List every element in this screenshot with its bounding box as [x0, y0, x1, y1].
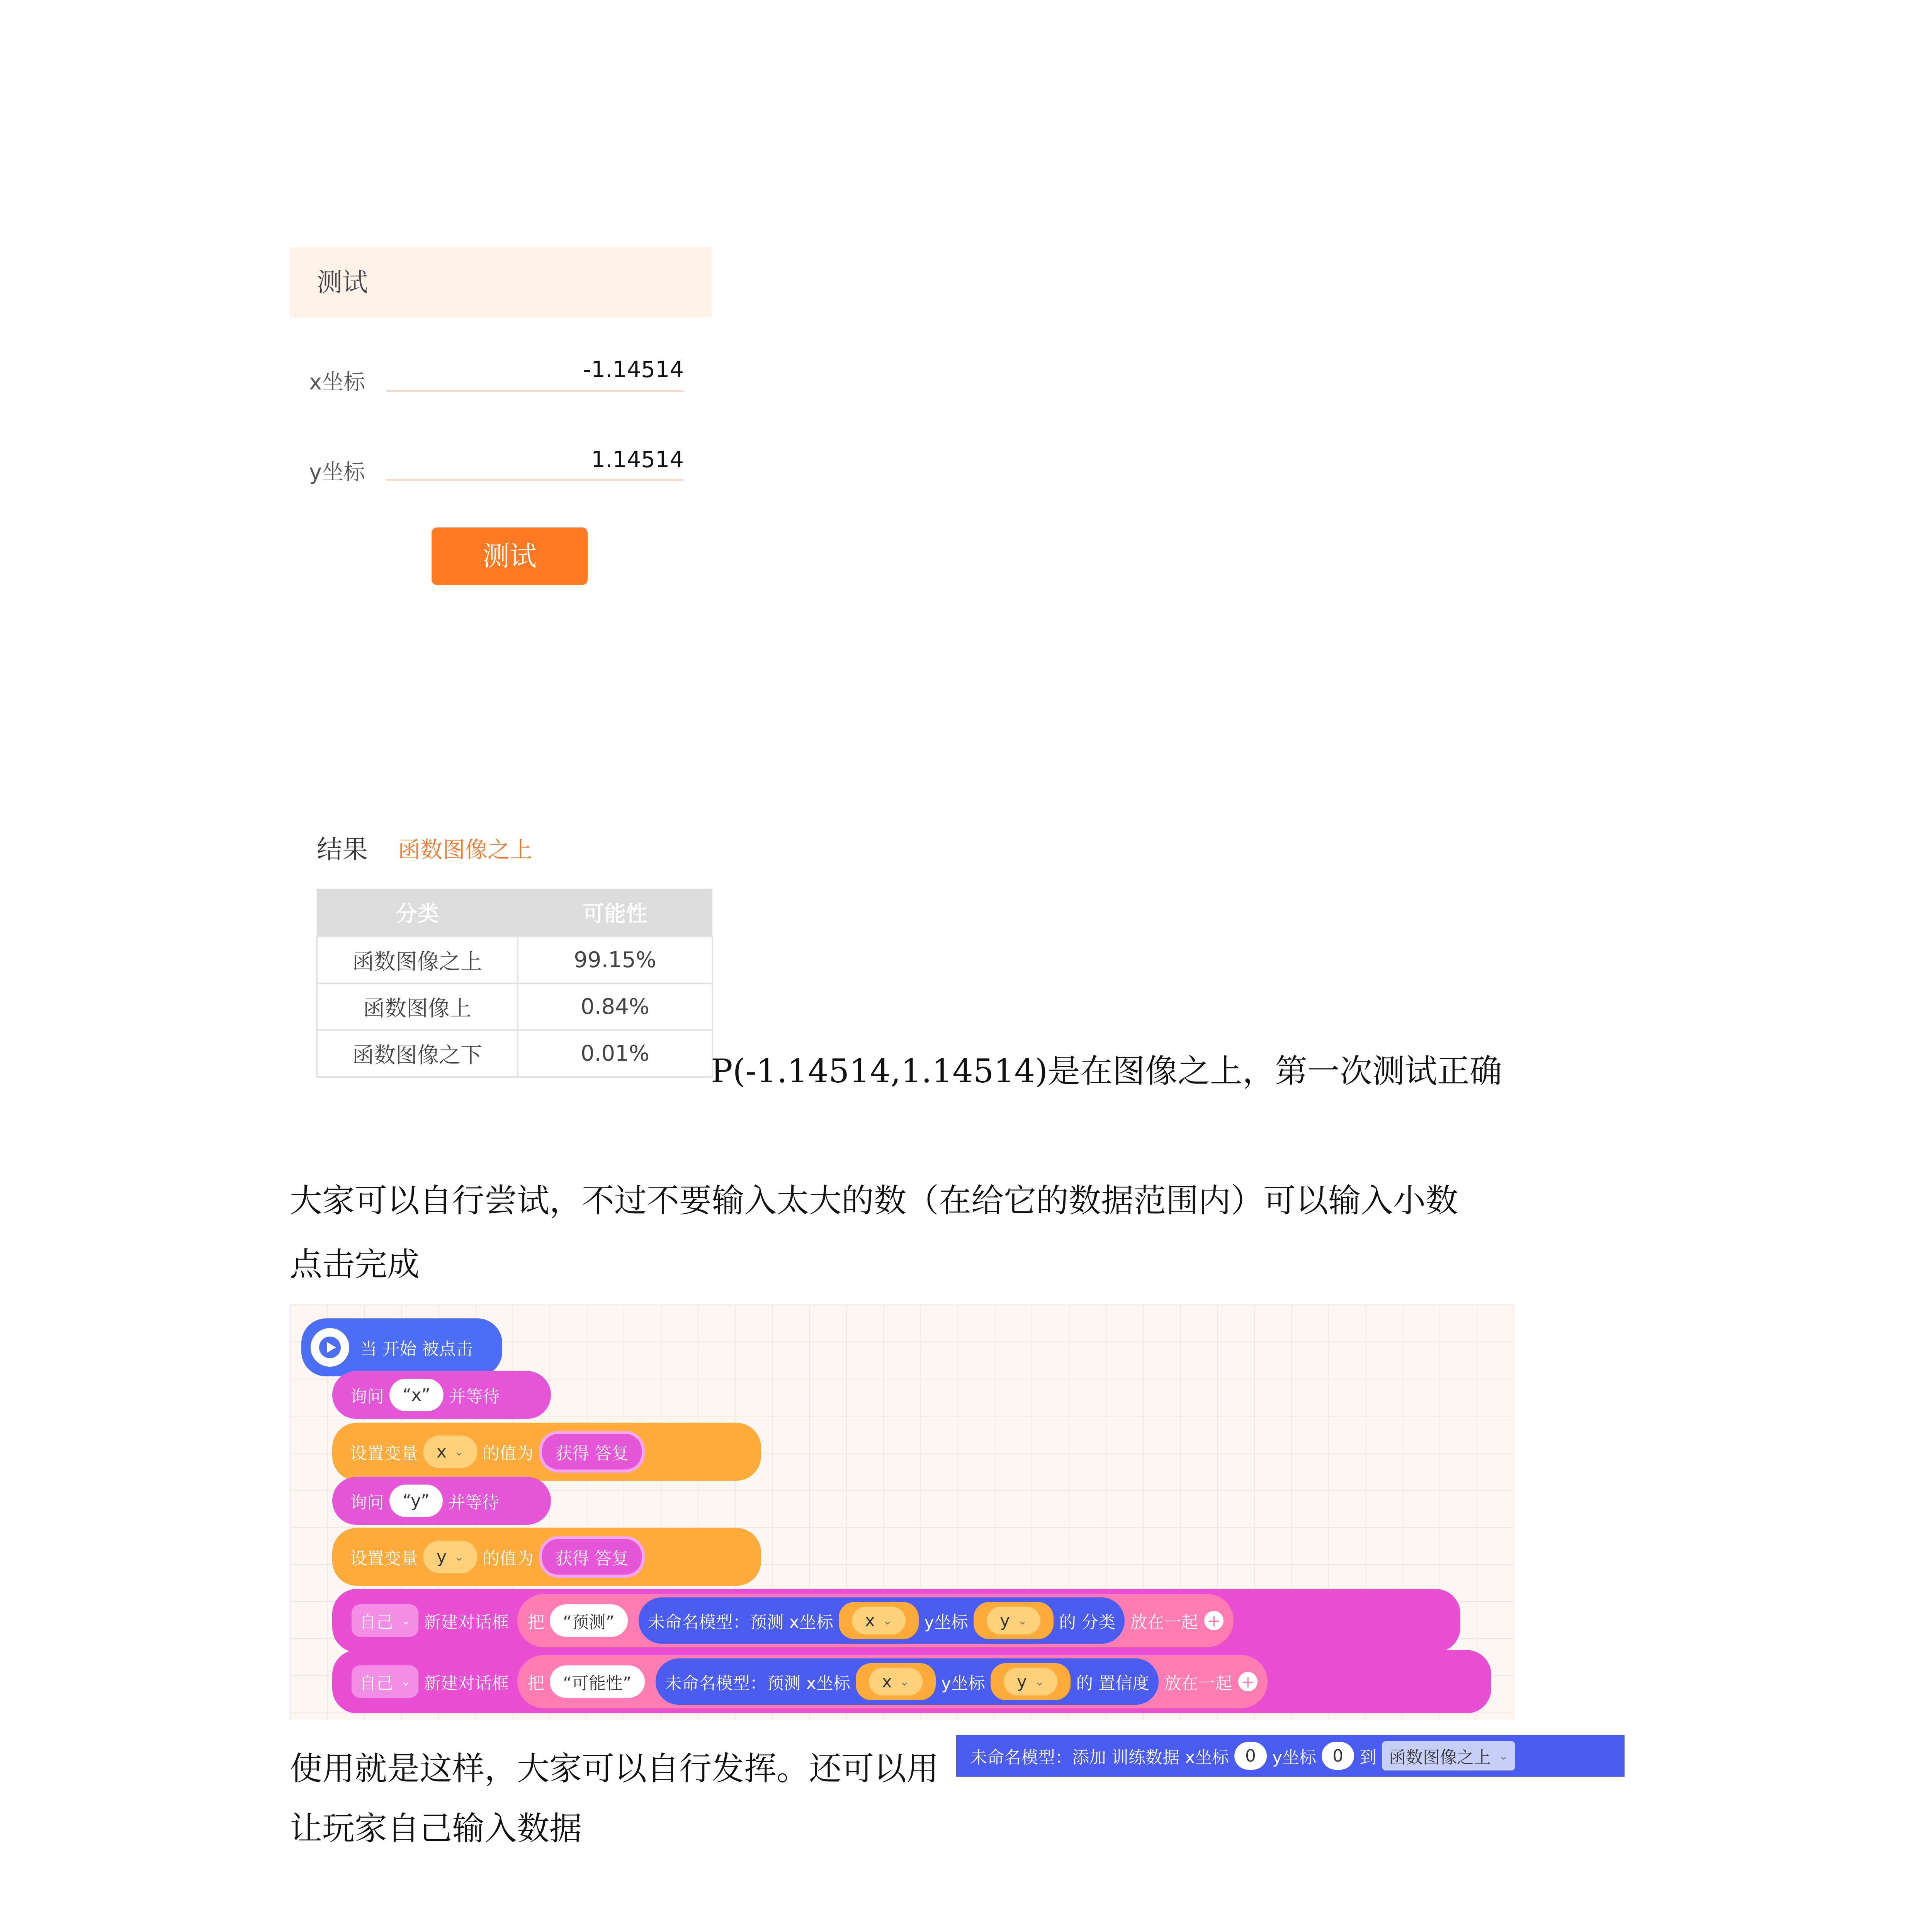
of-class-label: 的 分类	[1059, 1612, 1116, 1632]
self-label: 自己	[359, 1612, 393, 1632]
ask-label: 询问	[350, 1493, 384, 1512]
join-block[interactable]	[517, 1594, 1234, 1647]
and-wait-label: 并等待	[448, 1493, 500, 1512]
test-panel-header: 测试	[290, 247, 712, 318]
table-row	[317, 1030, 712, 1077]
table-cell: 99.15%	[518, 937, 712, 983]
table-cell: 函数图像之下	[317, 1030, 518, 1077]
table-header-probability: 可能性	[518, 889, 712, 937]
var-y-dropdown[interactable]	[423, 1541, 477, 1573]
result-table	[316, 889, 713, 1078]
table-header-class: 分类	[317, 889, 518, 937]
paragraph-player-input: 让玩家自己输入数据	[290, 1810, 582, 1847]
table-row	[317, 983, 712, 1030]
set-var-label: 设置变量	[350, 1549, 418, 1568]
chevron-down-icon: ⌄	[401, 1675, 411, 1689]
y-zero-input[interactable]: 0	[1322, 1742, 1354, 1770]
y-coord-label: y坐标	[941, 1673, 985, 1693]
ask-block-x[interactable]	[332, 1371, 551, 1419]
dialog-predict-class-block[interactable]	[332, 1589, 1460, 1652]
new-dialog-label: 新建对话框	[424, 1673, 509, 1693]
y-var-dropdown[interactable]	[987, 1607, 1040, 1634]
play-icon	[311, 1328, 349, 1367]
paragraph-click-done: 点击完成	[290, 1245, 420, 1283]
block-code-area	[290, 1304, 1514, 1720]
and-wait-label: 并等待	[449, 1387, 500, 1406]
plus-icon[interactable]: +	[1238, 1672, 1258, 1691]
ask-label: 询问	[350, 1387, 384, 1406]
x-zero-input[interactable]: 0	[1234, 1742, 1267, 1770]
hat-block-when-start[interactable]	[301, 1318, 502, 1376]
table-cell: 0.01%	[518, 1030, 712, 1077]
chevron-down-icon: ⌄	[882, 1614, 892, 1628]
ask-block-y[interactable]	[332, 1477, 551, 1525]
table-cell: 函数图像之上	[317, 937, 518, 983]
y-coord-label: y坐标	[309, 460, 365, 485]
model-predict-label: 未命名模型：预测 x坐标	[664, 1673, 850, 1693]
value-to-label: 的值为	[483, 1444, 534, 1463]
y-coord-label: y坐标	[1272, 1748, 1317, 1767]
table-header-row	[317, 889, 712, 937]
dialog-confidence-block[interactable]	[332, 1650, 1491, 1713]
paragraph-usage: 使用就是这样，大家可以自行发挥。还可以用	[290, 1750, 939, 1787]
paragraph-try: 大家可以自行尝试，不过不要输入太大的数（在给它的数据范围内）可以输入小数	[290, 1182, 1458, 1219]
self-dropdown[interactable]	[352, 1665, 418, 1698]
class-target-dropdown[interactable]	[1382, 1741, 1515, 1770]
var-x-dropdown[interactable]	[423, 1435, 477, 1468]
y-coord-label: y坐标	[924, 1612, 968, 1632]
model-predict-confidence-reporter[interactable]	[656, 1658, 1159, 1705]
chevron-down-icon: ⌄	[401, 1614, 411, 1628]
add-training-data-block[interactable]	[956, 1735, 1625, 1777]
x-var-dropdown[interactable]	[869, 1668, 923, 1696]
table-row	[317, 937, 712, 983]
ask-x-string[interactable]: “x”	[389, 1379, 444, 1411]
x-var-label: x	[882, 1672, 892, 1692]
test-button[interactable]: 测试	[432, 527, 588, 585]
x-var-reporter[interactable]	[839, 1602, 919, 1639]
paragraph-test-result: P(-1.14514,1.14514)是在图像之上，第一次测试正确	[711, 1052, 1502, 1090]
model-predict-label: 未命名模型：预测 x坐标	[647, 1612, 833, 1632]
self-label: 自己	[359, 1673, 393, 1693]
y-var-dropdown[interactable]	[1004, 1668, 1057, 1696]
x-var-reporter[interactable]	[856, 1663, 936, 1700]
join-label: 放在一起	[1130, 1612, 1198, 1632]
class-target-label: 函数图像之上	[1389, 1748, 1491, 1767]
join-block[interactable]	[517, 1655, 1268, 1708]
x-var-label: x	[865, 1611, 875, 1631]
self-dropdown[interactable]	[352, 1604, 418, 1637]
y-var-label: y	[1000, 1611, 1010, 1631]
get-answer-reporter[interactable]: 获得 答复	[539, 1431, 645, 1473]
value-to-label: 的值为	[483, 1549, 534, 1568]
add-data-label: 未命名模型：添加 训练数据 x坐标	[970, 1748, 1229, 1767]
join-label: 放在一起	[1164, 1673, 1232, 1693]
new-dialog-label: 新建对话框	[424, 1612, 509, 1632]
chevron-down-icon: ⌄	[454, 1445, 464, 1459]
x-var-dropdown[interactable]	[852, 1607, 906, 1634]
y-coord-input[interactable]: 1.14514	[591, 446, 684, 473]
ask-y-string[interactable]: “y”	[389, 1485, 443, 1517]
x-coord-label: x坐标	[309, 370, 365, 395]
to-label: 到	[1360, 1748, 1377, 1767]
x-coord-underline	[386, 390, 684, 392]
result-value: 函数图像之上	[398, 837, 533, 863]
put-label: 把	[527, 1612, 545, 1632]
y-var-label: y	[1017, 1672, 1027, 1692]
y-var-reporter[interactable]	[974, 1602, 1054, 1639]
put-label: 把	[527, 1673, 545, 1693]
set-variable-x-block[interactable]	[332, 1423, 761, 1481]
x-coord-input[interactable]: -1.14514	[583, 356, 684, 383]
get-answer-reporter[interactable]: 获得 答复	[539, 1536, 645, 1578]
y-coord-underline	[386, 479, 684, 481]
model-predict-class-reporter[interactable]	[639, 1597, 1125, 1644]
set-var-label: 设置变量	[350, 1444, 418, 1463]
chevron-down-icon: ⌄	[1499, 1749, 1509, 1763]
table-cell: 0.84%	[518, 983, 712, 1030]
table-cell: 函数图像上	[317, 983, 518, 1030]
possibility-string[interactable]: “可能性”	[550, 1665, 645, 1698]
predict-string[interactable]: “预测”	[550, 1604, 628, 1637]
y-var-reporter[interactable]	[991, 1663, 1071, 1700]
hat-block-label: 当 开始 被点击	[360, 1339, 473, 1359]
of-confidence-label: 的 置信度	[1076, 1673, 1150, 1693]
var-x-label: x	[437, 1442, 447, 1462]
set-variable-y-block[interactable]	[332, 1528, 761, 1586]
chevron-down-icon: ⌄	[899, 1675, 909, 1689]
plus-icon[interactable]: +	[1204, 1611, 1224, 1630]
chevron-down-icon: ⌄	[1035, 1675, 1045, 1689]
chevron-down-icon: ⌄	[1018, 1614, 1028, 1628]
var-y-label: y	[437, 1547, 447, 1567]
chevron-down-icon: ⌄	[454, 1550, 464, 1564]
result-label: 结果	[317, 835, 368, 864]
